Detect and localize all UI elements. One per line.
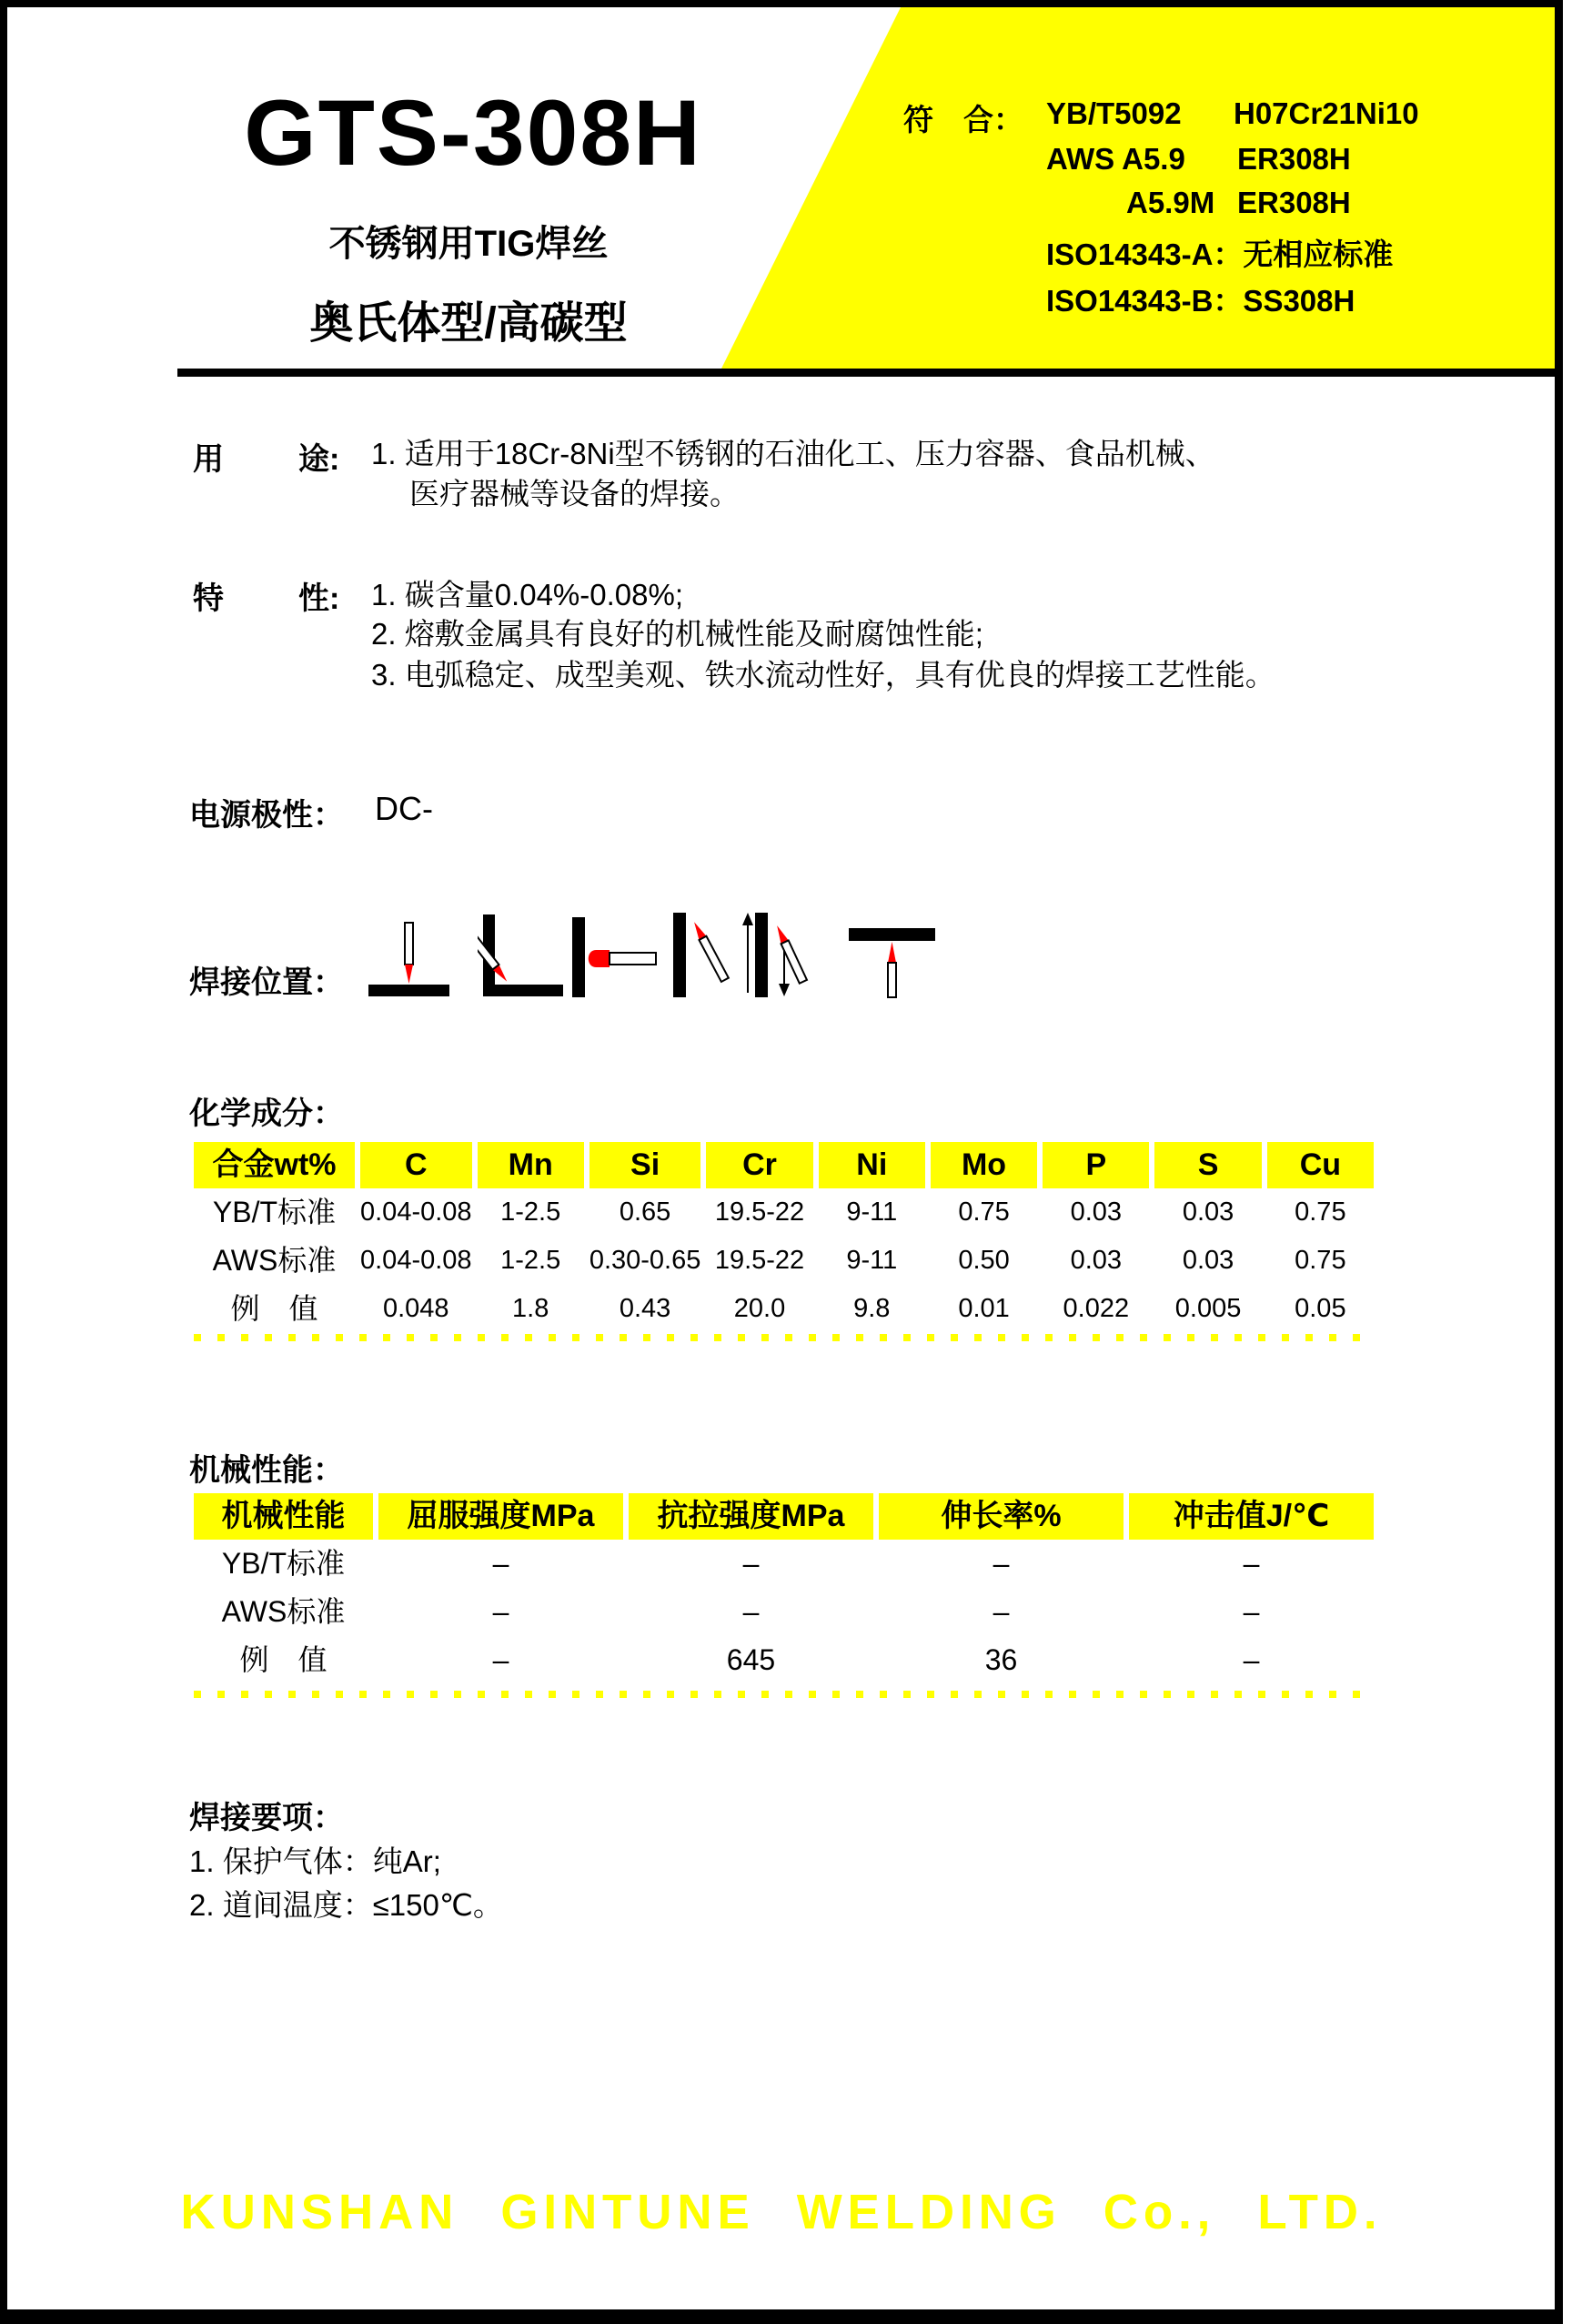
table-cell: 0.30-0.65 [589, 1246, 701, 1275]
column-header: Mn [478, 1142, 584, 1188]
column-header: Mo [931, 1142, 1037, 1188]
row-label: YB/T标准 [221, 1547, 346, 1580]
usage-line1: 1. 适用于18Cr-8Ni型不锈钢的石油化工、压力容器、食品机械、 [371, 437, 1215, 470]
table-cell: – [993, 1547, 1010, 1580]
usage-label-right: 途: [298, 442, 340, 477]
table-cell: 0.75 [1295, 1246, 1346, 1275]
standard-iso-b: ISO14343-B：SS308H [1046, 284, 1355, 318]
mech-table-title: 机械性能： [189, 1453, 344, 1488]
row-label: 例 值 [239, 1643, 328, 1676]
table-cell: – [1243, 1643, 1260, 1676]
table-cell: 0.50 [958, 1246, 1010, 1275]
column-header: C [360, 1142, 472, 1188]
notes-title: 焊接要项： [189, 1801, 344, 1835]
table-cell: – [1243, 1547, 1260, 1580]
column-header: Cr [706, 1142, 812, 1188]
standard-iso-a: ISO14343-A：无相应标准 [1046, 237, 1394, 271]
column-header: 合金wt% [194, 1142, 355, 1188]
table-cell: 20.0 [733, 1294, 786, 1323]
product-type: 奥氏体型/高碳型 [309, 299, 628, 348]
column-header: 伸长率% [879, 1493, 1124, 1540]
chem-table-title: 化学成分： [189, 1096, 344, 1131]
table-cell: 0.05 [1295, 1294, 1346, 1323]
table-cell: 0.03 [1182, 1246, 1234, 1275]
column-header: S [1154, 1142, 1261, 1188]
row-label: YB/T标准 [212, 1196, 337, 1228]
table-cell: 0.43 [619, 1294, 671, 1323]
standard-code: YB/T5092 [1046, 96, 1182, 130]
table-cell: 0.005 [1174, 1294, 1242, 1323]
polarity-value: DC- [375, 790, 433, 827]
table-cell: – [492, 1547, 509, 1580]
table-cell: – [492, 1595, 509, 1628]
row-label: 例 值 [230, 1292, 318, 1325]
usage-label-left: 用 [193, 442, 224, 477]
table-cell: 0.022 [1063, 1294, 1130, 1323]
standard-code: A5.9M [1126, 186, 1215, 219]
note-item: 1. 保护气体：纯Ar; [189, 1844, 441, 1878]
table-cell: 9.8 [853, 1294, 891, 1323]
table-cell: 1-2.5 [500, 1197, 561, 1227]
standards-label: 符 合： [903, 103, 1023, 136]
feature-item: 2. 熔敷金属具有良好的机械性能及耐腐蚀性能; [371, 617, 983, 651]
row-label: AWS标准 [221, 1595, 346, 1628]
page-title: GTS-308H [244, 81, 702, 185]
table-cell: 9-11 [846, 1246, 898, 1275]
table-cell: 9-11 [846, 1197, 898, 1227]
table-cell: 0.75 [1295, 1197, 1346, 1227]
table-cell: 19.5-22 [714, 1246, 805, 1275]
table-cell: – [1243, 1595, 1260, 1628]
table-cell: 0.03 [1070, 1197, 1123, 1227]
table-cell: 0.65 [619, 1197, 671, 1227]
column-header: 屈服强度MPa [378, 1493, 623, 1540]
table-cell: 0.03 [1182, 1197, 1234, 1227]
column-header: 冲击值J/℃ [1129, 1493, 1374, 1540]
table-cell: 1.8 [512, 1294, 549, 1323]
standard-grade: ER308H [1237, 186, 1351, 219]
table-cell: 1-2.5 [500, 1246, 561, 1275]
note-item: 2. 道间温度：≤150℃。 [189, 1888, 503, 1922]
column-header: P [1043, 1142, 1149, 1188]
table-cell: 0.04-0.08 [360, 1197, 472, 1227]
positions-label: 焊接位置： [189, 965, 344, 1000]
column-header: 机械性能 [194, 1493, 373, 1540]
standard-code: AWS A5.9 [1046, 142, 1185, 176]
table-cell: 0.75 [958, 1197, 1010, 1227]
table-cell: 0.01 [958, 1294, 1010, 1323]
features-label-right: 性: [298, 581, 340, 616]
column-header: Ni [819, 1142, 925, 1188]
table-cell: 36 [984, 1643, 1018, 1676]
company-name: KUNSHAN GINTUNE WELDING Co., LTD. [180, 2185, 1383, 2239]
feature-item: 1. 碳含量0.04%-0.08%; [371, 578, 683, 611]
standard-grade: ER308H [1237, 142, 1351, 176]
product-subtitle: 不锈钢用TIG焊丝 [328, 224, 609, 264]
row-label: AWS标准 [212, 1244, 337, 1277]
table-cell: 19.5-22 [714, 1197, 805, 1227]
table-cell: 0.048 [382, 1294, 449, 1323]
features-label-left: 特 [193, 581, 224, 616]
column-header: Si [590, 1142, 701, 1188]
table-cell: – [492, 1643, 509, 1676]
feature-item: 3. 电弧稳定、成型美观、铁水流动性好，具有优良的焊接工艺性能。 [371, 658, 1275, 692]
column-header: 抗拉强度MPa [629, 1493, 873, 1540]
table-cell: 645 [726, 1643, 776, 1676]
table-cell: – [993, 1595, 1010, 1628]
polarity-label: 电源极性： [189, 798, 344, 833]
column-header: Cu [1267, 1142, 1374, 1188]
table-cell: 0.04-0.08 [360, 1246, 472, 1275]
standard-grade: H07Cr21Ni10 [1234, 96, 1419, 130]
table-cell: – [742, 1595, 760, 1628]
table-cell: 0.03 [1070, 1246, 1123, 1275]
table-cell: – [742, 1547, 760, 1580]
footer-bar [0, 2309, 1563, 2324]
usage-line2: 医疗器械等设备的焊接。 [409, 477, 740, 510]
